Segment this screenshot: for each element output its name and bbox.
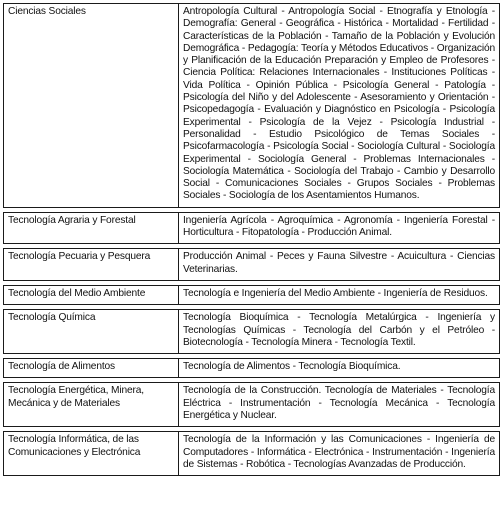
subjects-cell — [179, 249, 500, 281]
subjects-text: Tecnología de Alimentos - Tecnología Bioquímica. — [183, 361, 401, 373]
table-row — [4, 249, 500, 281]
category-label: Tecnología Energética, Minera, Mecánica y de Materiales — [8, 385, 144, 409]
table-row — [4, 4, 500, 208]
subjects-text: Tecnología de la Información y las Comunicaciones - Ingeniería de Computadores - Informática - Electrónica - Instrumentación - Ingeniería de Sistemas - Robótica - Tecnologías Avanzadas de Producción. — [183, 434, 495, 470]
table-row — [4, 212, 500, 244]
category-cell — [4, 285, 179, 304]
category-cell — [4, 383, 179, 427]
subjects-cell — [179, 310, 500, 354]
category-label: Tecnología Pecuaria y Pesquera — [8, 251, 151, 263]
table-row — [4, 359, 500, 378]
category-label: Tecnología Química — [8, 312, 96, 324]
category-cell — [4, 310, 179, 354]
category-cell — [4, 4, 179, 208]
subjects-cell — [179, 285, 500, 304]
category-label: Ciencias Sociales — [8, 6, 86, 17]
subjects-text: Tecnología de la Construcción. Tecnología de Materiales - Tecnología Eléctrica - Instrumentación - Tecnología Mecánica - Tecnología Energética y Nuclear. — [183, 385, 495, 422]
subjects-text: Antropología Cultural - Antropología Social - Etnografía y Etnología - Demografía: General - Geográfica - Histórica - Mortalidad - Fertilidad - Características de la Población - Tamaño de la Población y Evolución Demográfica - Pedagogía: Teoría y Métodos Educativos - Organización y Planificación de la Educación Preparación y Empleo de Profesores - Ciencia Política: Relaciones Internacionales - Instituciones Políticas - Vida Política - Opinión Pública - Psicología General - Patología - Psicología del Niño y del Adolescente - Asesoramiento y Orientación - Psicopedagogía - Evaluación y Diagnóstico en Psicología - Psicología Experimental - Psicología de la Vejez - Psicología Industrial - Personalidad - Estudio Psicológico de Temas Sociales - Psicofarmacología - Psicología Social - Sociología Cultural - Sociología Experimental - Sociología General - Problemas Internacionales - Sociología Matemática - Sociología del Trabajo - Cambio y Desarrollo Social - Comunicaciones Sociales - Grupos Sociales - Problemas Sociales - Sociología de los Asentamientos Humanos. — [183, 6, 495, 202]
table-row — [4, 432, 500, 476]
table-row — [4, 310, 500, 354]
category-label: Tecnología de Alimentos — [8, 361, 115, 373]
subjects-text: Tecnología Bioquímica - Tecnología Metalúrgica - Ingeniería y Tecnologías Químicas - Tecnología del Carbón y el Petróleo - Biotecnología - Tecnología Minera - Tecnología Textil. — [183, 312, 495, 348]
subjects-text: Producción Animal - Peces y Fauna Silvestre - Acuicultura - Ciencias Veterinarias. — [183, 251, 495, 275]
subjects-cell — [179, 4, 500, 208]
subject-classification-table — [3, 3, 500, 476]
category-cell — [4, 212, 179, 244]
table-row — [4, 383, 500, 427]
subjects-cell — [179, 383, 500, 427]
category-label: Tecnología Informática, de las Comunicaciones y Electrónica — [8, 434, 141, 458]
category-cell — [4, 432, 179, 476]
subjects-text: Tecnología e Ingeniería del Medio Ambiente - Ingeniería de Residuos. — [183, 287, 488, 299]
subjects-cell — [179, 212, 500, 244]
category-label: Tecnología del Medio Ambiente — [8, 287, 146, 299]
subjects-cell — [179, 359, 500, 378]
subjects-cell — [179, 432, 500, 476]
category-cell — [4, 359, 179, 378]
category-label: Tecnología Agraria y Forestal — [8, 214, 136, 226]
subjects-text: Ingeniería Agrícola - Agroquímica - Agronomía - Ingeniería Forestal - Horticultura - Fitopatología - Producción Animal. — [183, 214, 495, 239]
category-cell — [4, 249, 179, 281]
table-row — [4, 285, 500, 304]
